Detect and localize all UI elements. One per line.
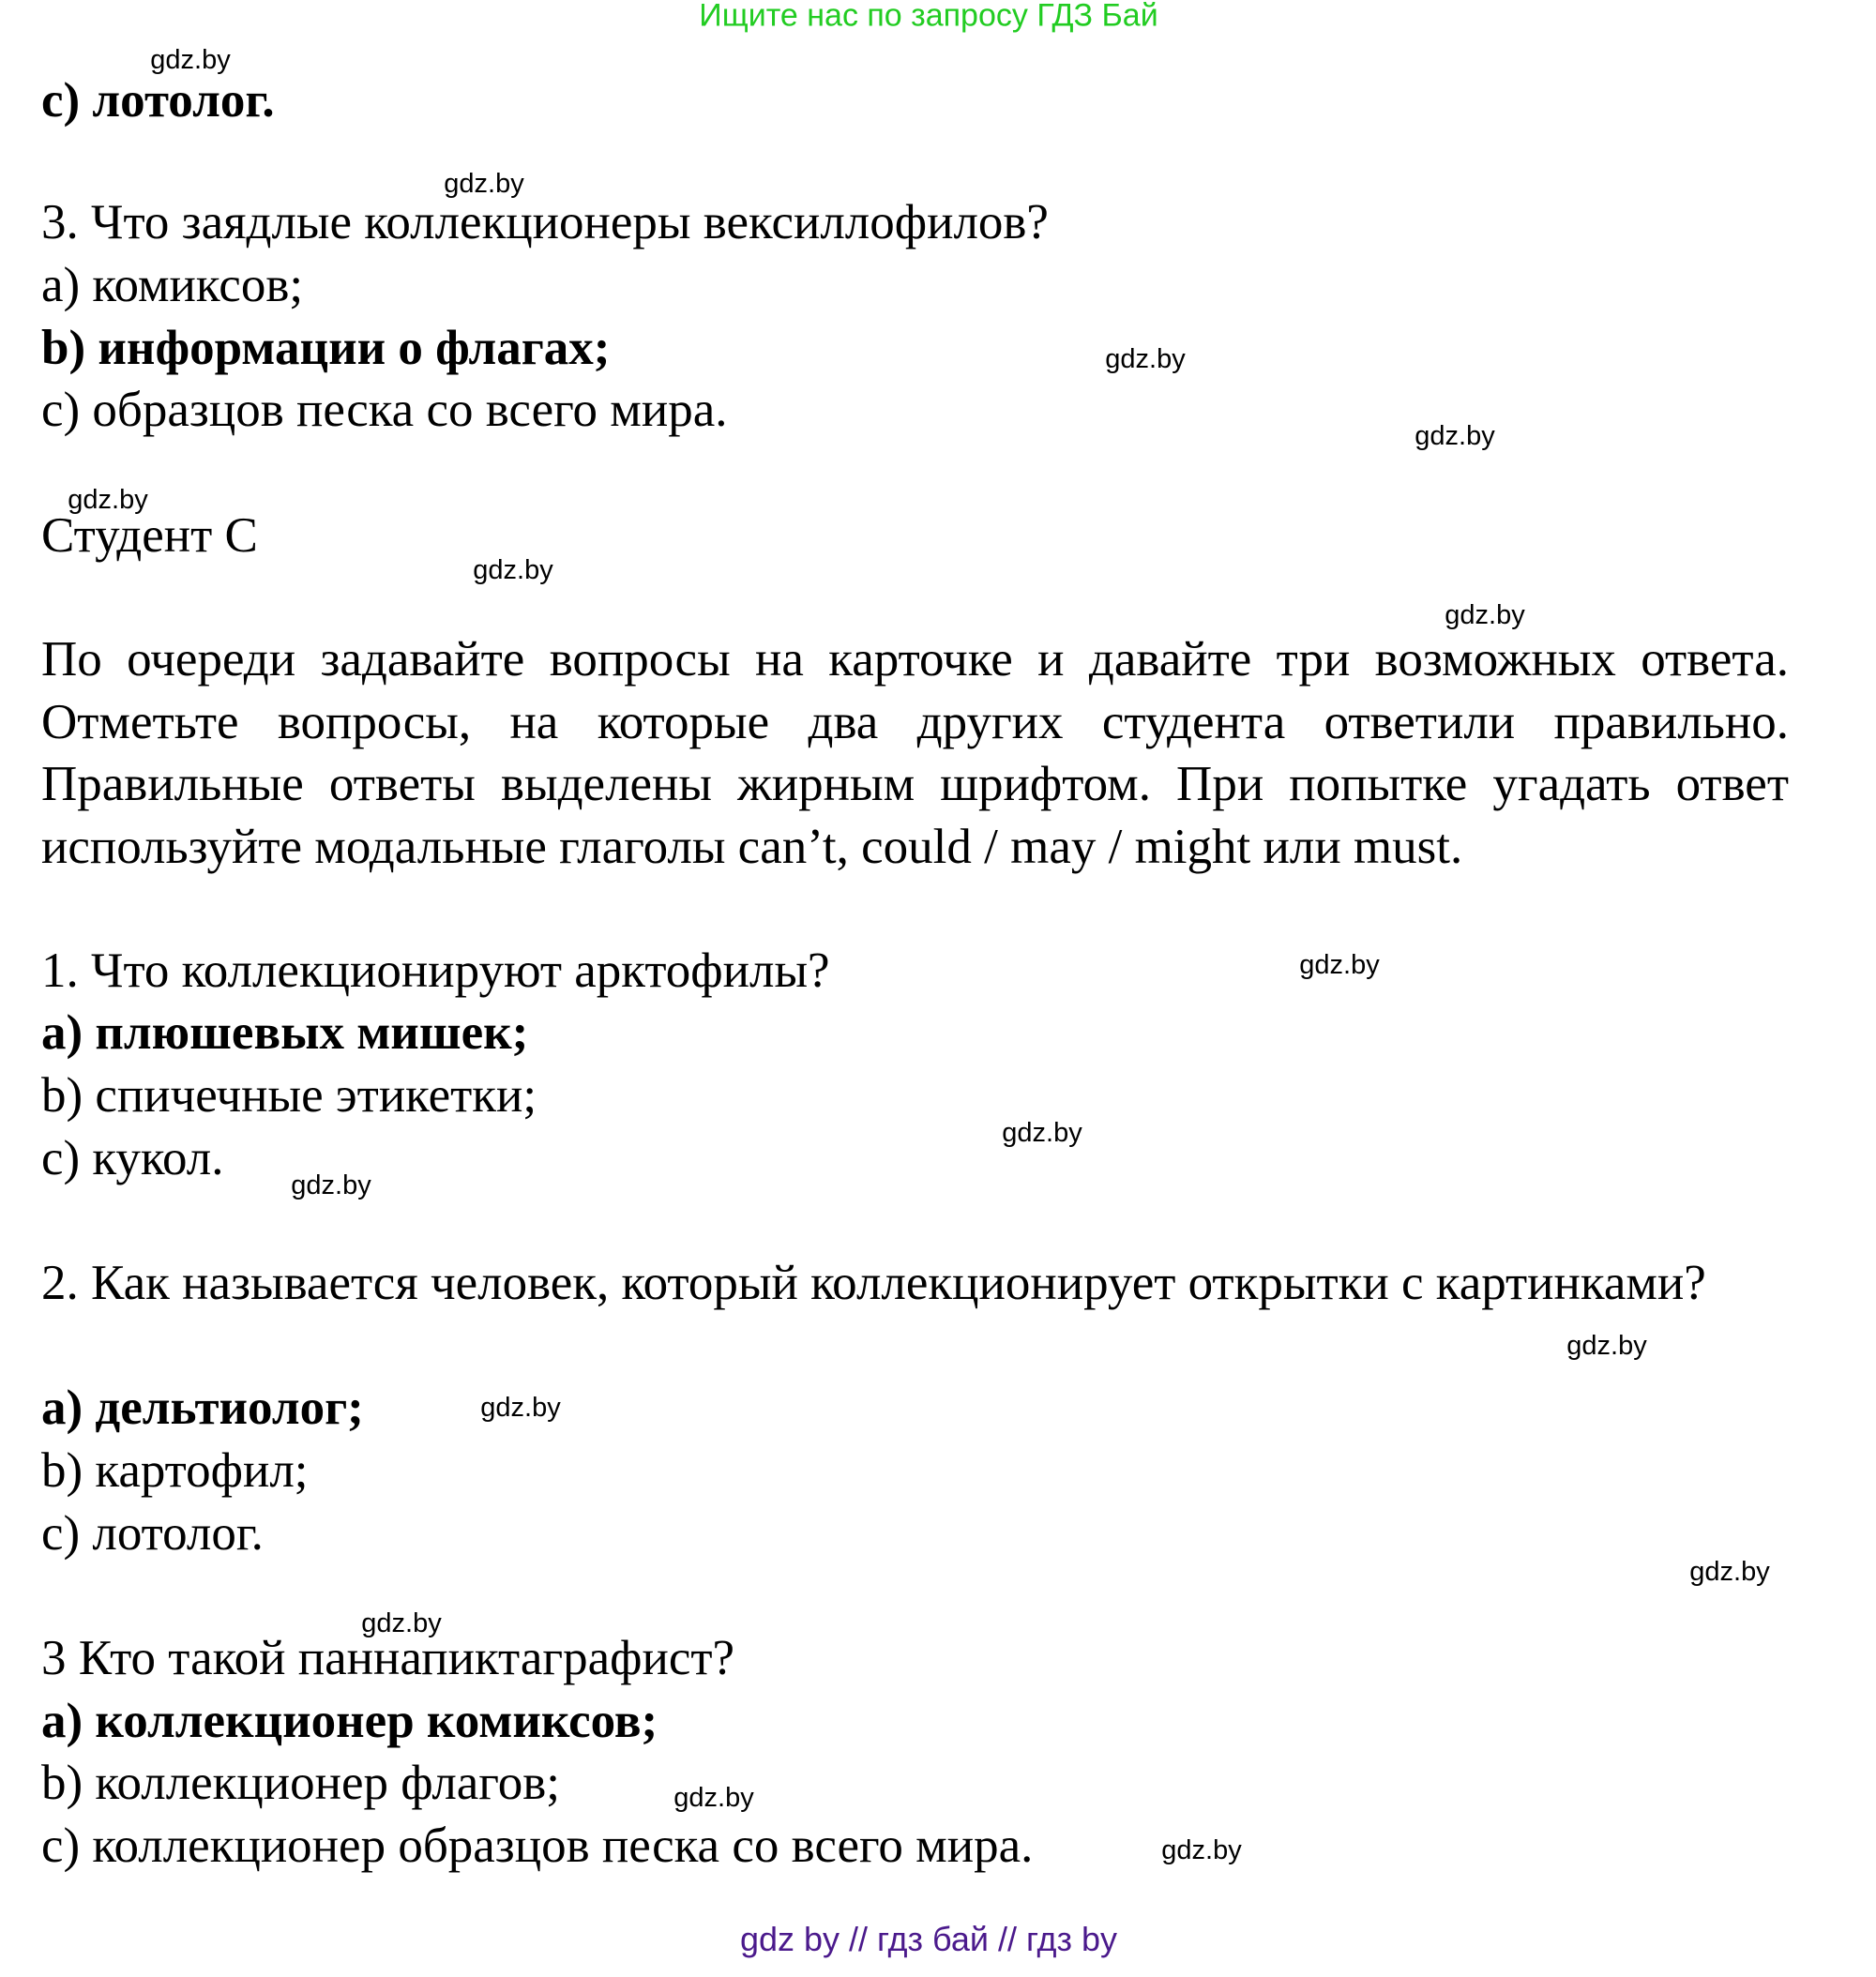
prev-q3-question: 3. Что заядлые коллекционеры вексиллофилов?: [41, 195, 1049, 249]
prev-q3-answer-a: a) комиксов;: [41, 258, 304, 312]
q2-answer-a: a) дельтиолог;: [41, 1381, 364, 1435]
prev-q3-answer-b: b) информации о флагах;: [41, 321, 611, 375]
watermark: gdz.by: [291, 1170, 371, 1200]
watermark: gdz.by: [1105, 344, 1186, 374]
q1-question: 1. Что коллекционируют арктофилы?: [41, 943, 830, 998]
watermark: gdz.by: [473, 555, 553, 585]
q1-answer-a: a) плюшевых мишек;: [41, 1005, 529, 1060]
instructions: По очереди задавайте вопросы на карточке и давайте три возможных ответа. Отметьте вопросы, на которые два других студента ответили правильно. Правильные ответы выделены жирным шрифтом. При попытке угадать ответ используйте модальные глаголы can’t, could / may / might или must.: [41, 632, 1789, 875]
watermark: gdz.by: [673, 1783, 754, 1813]
watermark: gdz.by: [1002, 1118, 1082, 1148]
watermark: gdz.by: [68, 485, 148, 515]
q1-answer-b: b) спичечные этикетки;: [41, 1068, 537, 1123]
footer-links[interactable]: gdz by // гдз бай // гдз by: [739, 1920, 1118, 1958]
q1-answer-c: c) кукол.: [41, 1131, 224, 1185]
prev-answer-c: c) лотолог.: [41, 73, 275, 128]
watermark: gdz.by: [444, 169, 524, 199]
q3-question: 3 Кто такой паннапиктаграфист?: [41, 1631, 735, 1685]
q2-question: 2. Как называется человек, который коллекционирует открытки с картинками?: [41, 1256, 1706, 1310]
watermark: gdz.by: [1299, 950, 1380, 980]
watermark: gdz.by: [1566, 1331, 1647, 1361]
watermark: gdz.by: [361, 1608, 442, 1638]
q2-answer-b: b) картофил;: [41, 1443, 309, 1498]
watermark: gdz.by: [1689, 1557, 1770, 1587]
q3-answer-c: c) коллекционер образцов песка со всего мира.: [41, 1819, 1034, 1873]
search-banner[interactable]: Ищите нас по запросу ГДЗ Бай: [699, 0, 1158, 34]
section-title: Студент С: [41, 508, 258, 563]
watermark: gdz.by: [1415, 421, 1495, 451]
q3-answer-a: a) коллекционер комиксов;: [41, 1694, 658, 1748]
watermark: gdz.by: [480, 1393, 561, 1423]
watermark: gdz.by: [1161, 1835, 1242, 1865]
q3-answer-b: b) коллекционер флагов;: [41, 1756, 560, 1810]
prev-q3-answer-c: c) образцов песка со всего мира.: [41, 383, 728, 437]
watermark: gdz.by: [150, 45, 231, 75]
watermark: gdz.by: [1445, 600, 1525, 630]
q2-answer-c: c) лотолог.: [41, 1506, 264, 1561]
